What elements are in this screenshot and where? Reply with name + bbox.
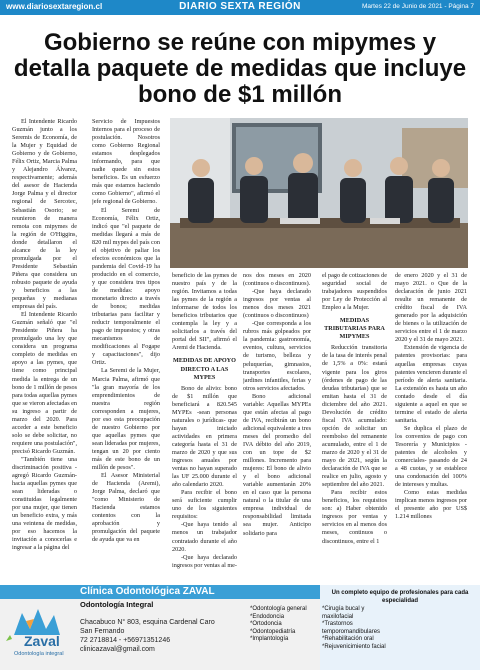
paragraph: nos dos meses en 2020 (continuos o discontinuos). bbox=[243, 272, 311, 288]
article-column-2 bbox=[92, 118, 160, 580]
paragraph: Como estas medidas implican menos ingresos por el presente año por US$ 1.214 millones bbox=[395, 489, 467, 521]
service-item: *Rehabilitación oral bbox=[322, 636, 374, 643]
paragraph: El Intendente Ricardo Guzmán señaló que "el Presidente Piñera ha promulgado una ley que considera un programa completo de medidas en apoyo a las pymes, que tiene como principal medida la entrega de un bono de 1 millón de pesos para todas aquellas pymes que se vieron afectadas en su ingreso a partir de marzo del 2020. Para acceder a este beneficio solo se debe solicitar, no requiere una postulación", precisó Ricardo Guzmán. bbox=[12, 311, 77, 455]
clinic-logo bbox=[0, 599, 78, 670]
paragraph: -Que haya declarado ingresos por ventas al me- bbox=[172, 553, 237, 569]
top-bar bbox=[0, 0, 480, 15]
service-item: *Rejuvenicimiento facial bbox=[322, 643, 386, 650]
section-subheading: MEDIDAS TRIBUTARIAS PARA MIPYMES bbox=[324, 317, 385, 341]
meeting-photo-illustration bbox=[170, 118, 468, 268]
service-item: *Cirugía bucal y maxilofacial bbox=[322, 606, 365, 620]
headline: Gobierno se reúne con mipymes y detalla paquete de medidas que incluye bono de $1 millón bbox=[13, 29, 467, 108]
ad-header bbox=[0, 585, 320, 599]
service-item: *Ortodoncia bbox=[250, 621, 282, 628]
paragraph: Bono adicional variable: Aquellas MYPEs que están afectas al pago de IVA, recibirán un bono adicional equivalente a tres meses del promedio del IVA débito del año 2019, con un tope de $2 millones. Incremento para mujeres: El bono de alivio y el bono adicional variable aumentarán 20% en el caso que la persona natural o la titular de una empresa individual de responsabilidad limitada sea mujer. Anticipo solidario para bbox=[243, 392, 311, 537]
city-line: San Fernando bbox=[80, 628, 125, 635]
service-item: *Trastornos temporomandibulares bbox=[322, 621, 381, 635]
paragraph: Reducción transitoria de la tasa de interés penal de 1,5% a 0%: estará vigente para los giros (órdenes de pago de las deudas tributarias) que se emitan hasta el 31 de diciembre del año 2021. Devolución de crédito fiscal IVA acumulado: opción de solicitar un reembolso del remanente acumulado, entre el 1 de marzo de 2020 y el 31 de mayo de 2021, según la declaración de IVA que se realice en julio, agosto y septiembre del año 2021. bbox=[322, 344, 387, 489]
email-line[interactable]: clinicazaval@gmail.com bbox=[80, 646, 155, 653]
services-list-right bbox=[322, 606, 390, 652]
paragraph: Para recibir estos beneficios, los requisitos son: a) Haber obtenido ingresos por ventas y servicios en al menos dos meses, continuos o discontinuos, entre el 1 bbox=[322, 489, 387, 545]
paragraph: "También tiene una discriminación positiva -agregó Ricardo Guzmán- hacia aquellas pymes que sean lideradas o constituidas legalmente por una mujer, que tienen un beneficio extra, y más una veintena de medidas, por eso hacemos la invitación a conocerlas e ingresar a la página del bbox=[12, 455, 77, 552]
article-column-1 bbox=[12, 118, 77, 580]
paragraph: Extensión de vigencia de patentes provisorias: para aquellas empresas cuyas patentes vencieren durante el período de alerta sanitaria. La extensión es hasta un año contado desde el día siguiente a aquel en que se termine el estado de alerta sanitaria. bbox=[395, 344, 467, 424]
services-heading: Un completo equipo de profesionales para cada especialidad bbox=[331, 590, 469, 604]
ad-title: Clínica Odontológica ZAVAL bbox=[80, 586, 215, 597]
paragraph: -Que haya tenido al menos un trabajador contratado durante el año 2020. bbox=[172, 521, 237, 553]
site-url[interactable]: www.diariosextaregion.cl bbox=[6, 2, 103, 11]
paragraph: -Que haya declarado ingresos por ventas al menos dos meses 2021 (continuos o discontinuos) bbox=[243, 288, 311, 320]
article-column-3 bbox=[172, 272, 237, 580]
paragraph: El Asesor Ministerial de Hacienda (Aremi), Jorge Palma, declaró que "como Ministerio de Hacienda estamos contentos con la aprobación y promulgación del paquete de ayuda que va en bbox=[92, 472, 160, 544]
paragraph: beneficio de las pymes de nuestro país y de la región. Invitamos a todas las pymes de la región a informarse de todos los beneficios tributarios que contempla la ley y a solicitarlos a través del portal del SII", afirmó el Aremi de Hacienda. bbox=[172, 272, 237, 352]
article-column-4 bbox=[243, 272, 311, 580]
article-column-5 bbox=[322, 272, 387, 580]
paragraph: Para recibir el bono será suficiente cumplir uno de los siguientes requisitos: bbox=[172, 489, 237, 521]
newspaper-name: DIARIO SEXTA REGIÓN bbox=[179, 1, 301, 12]
paragraph: el pago de cotizaciones de seguridad social de trabajadores suspendidos por Ley de Protección al Empleo a la Mujer. bbox=[322, 272, 387, 312]
clinic-brand: Zaval bbox=[24, 633, 60, 649]
ad-contact-info bbox=[80, 618, 215, 654]
article-column-6 bbox=[395, 272, 467, 580]
service-item: *Implantología bbox=[250, 636, 289, 643]
service-item: *Odontología general bbox=[250, 606, 307, 612]
section-subheading: MEDIDAS DE APOYO DIRECTO A LAS MYPES bbox=[173, 357, 236, 381]
phone-line: 72 2718814 - +56971351246 bbox=[80, 637, 171, 644]
clinic-tagline: Odontología integral bbox=[14, 651, 64, 657]
meeting-photo bbox=[170, 118, 468, 268]
address-line: Chacabuco N° 803, esquina Cardenal Caro bbox=[80, 619, 215, 626]
services-list-left bbox=[250, 606, 320, 644]
ad-subtitle: Odontología Integral bbox=[80, 600, 154, 609]
paragraph: El Seremi de Economía, Félix Ortiz, indicó que "el paquete de medidas llegará a más de 820 mil mypes del país con el objetivo de paliar los efectos económicos que la pandemia del Covid-19 ha producido en el comercio, y que considera tres tipos de medidas: apoyo monetario directo a través de bonos; medidas tributarias para facilitar y reducir temporalmente el pago de impuestos; y otras mecanismos de modificaciones al Fogape y capacitaciones", dijo Ortiz. bbox=[92, 206, 160, 367]
paragraph: La Seremi de la Mujer, Marcia Palma, afirmó que "la gran mayoría de los emprendimientos de nuestra región corresponden a mujeres, por eso esta preocupación de nuestro Gobierno por que aquellas pymes que sean lideradas por mujeres, tengan un 20 por ciento más de este bono de un millón de pesos". bbox=[92, 367, 160, 472]
date-page: Martes 22 de Junio de 2021 - Página 7 bbox=[361, 3, 474, 10]
paragraph: Se duplica el plazo de los convenios de pago con Tesorería y Municipios -patentes de alcoholes y comerciales- pasando de 24 a 48 cuotas, y se establece una condonación del 100% de intereses y multas. bbox=[395, 424, 467, 489]
paragraph: de enero 2020 y el 31 de mayo 2021. o Que de la declaración de junio 2021 resulte un remanente de crédito fiscal de IVA generado por la adquisición de bienes o la utilización de servicios entre el 1 de marzo 2020 y el 31 de mayo 2021. bbox=[395, 272, 467, 344]
service-item: *Endodoncia bbox=[250, 613, 285, 620]
paragraph: -Que corresponda a los rubros más golpeados por la pandemia: gastronomía, eventos, cultura, servicios de turismo, belleza y peluquerías, gimnasios, transportes escolares, jardines infantiles, ferias y otros servicios afectados. bbox=[243, 320, 311, 392]
paragraph: Bono de alivio: bono de $1 millón que beneficiará a 820.545 MYPEs -sean personas naturales o jurídicas- que hayan iniciado actividades en primera categoría hasta el 31 de marzo de 2020 y que sus ingresos anuales por ventas no hayan superado las UF 25.000 durante el año calendario 2020. bbox=[172, 384, 237, 489]
paragraph: Servicio de Impuestos Internos para el proceso de postulación. Nosotros como Gobierno Regional estamos desplegados informando, para que nadie quede sin estos beneficios. Es un esfuerzo más que estamos haciendo como Gobierno", afirmó el jefe regional de Gobierno. bbox=[92, 118, 160, 206]
service-item: *Odontopediatría bbox=[250, 628, 296, 635]
paragraph: El Intendente Ricardo Guzmán junto a los Seremis de Economía, de la Mujer y Equidad de Gobierno y de Gobierno, Félix Ortiz, Marcia Palma y Alejandro Álvarez, respectivamente; además del asesor de Hacienda Jorge Palma y el director regional de Sercotec, Sebastián Osorio; se reunieron de manera remota con mipymes de la región de O'Higgins, donde detallaron el alcance de la ley promulgada por el Presidente Sebastián Piñera que considera un robusto paquete de ayuda y beneficios a las pequeñas y medianas empresas del país. bbox=[12, 118, 77, 311]
